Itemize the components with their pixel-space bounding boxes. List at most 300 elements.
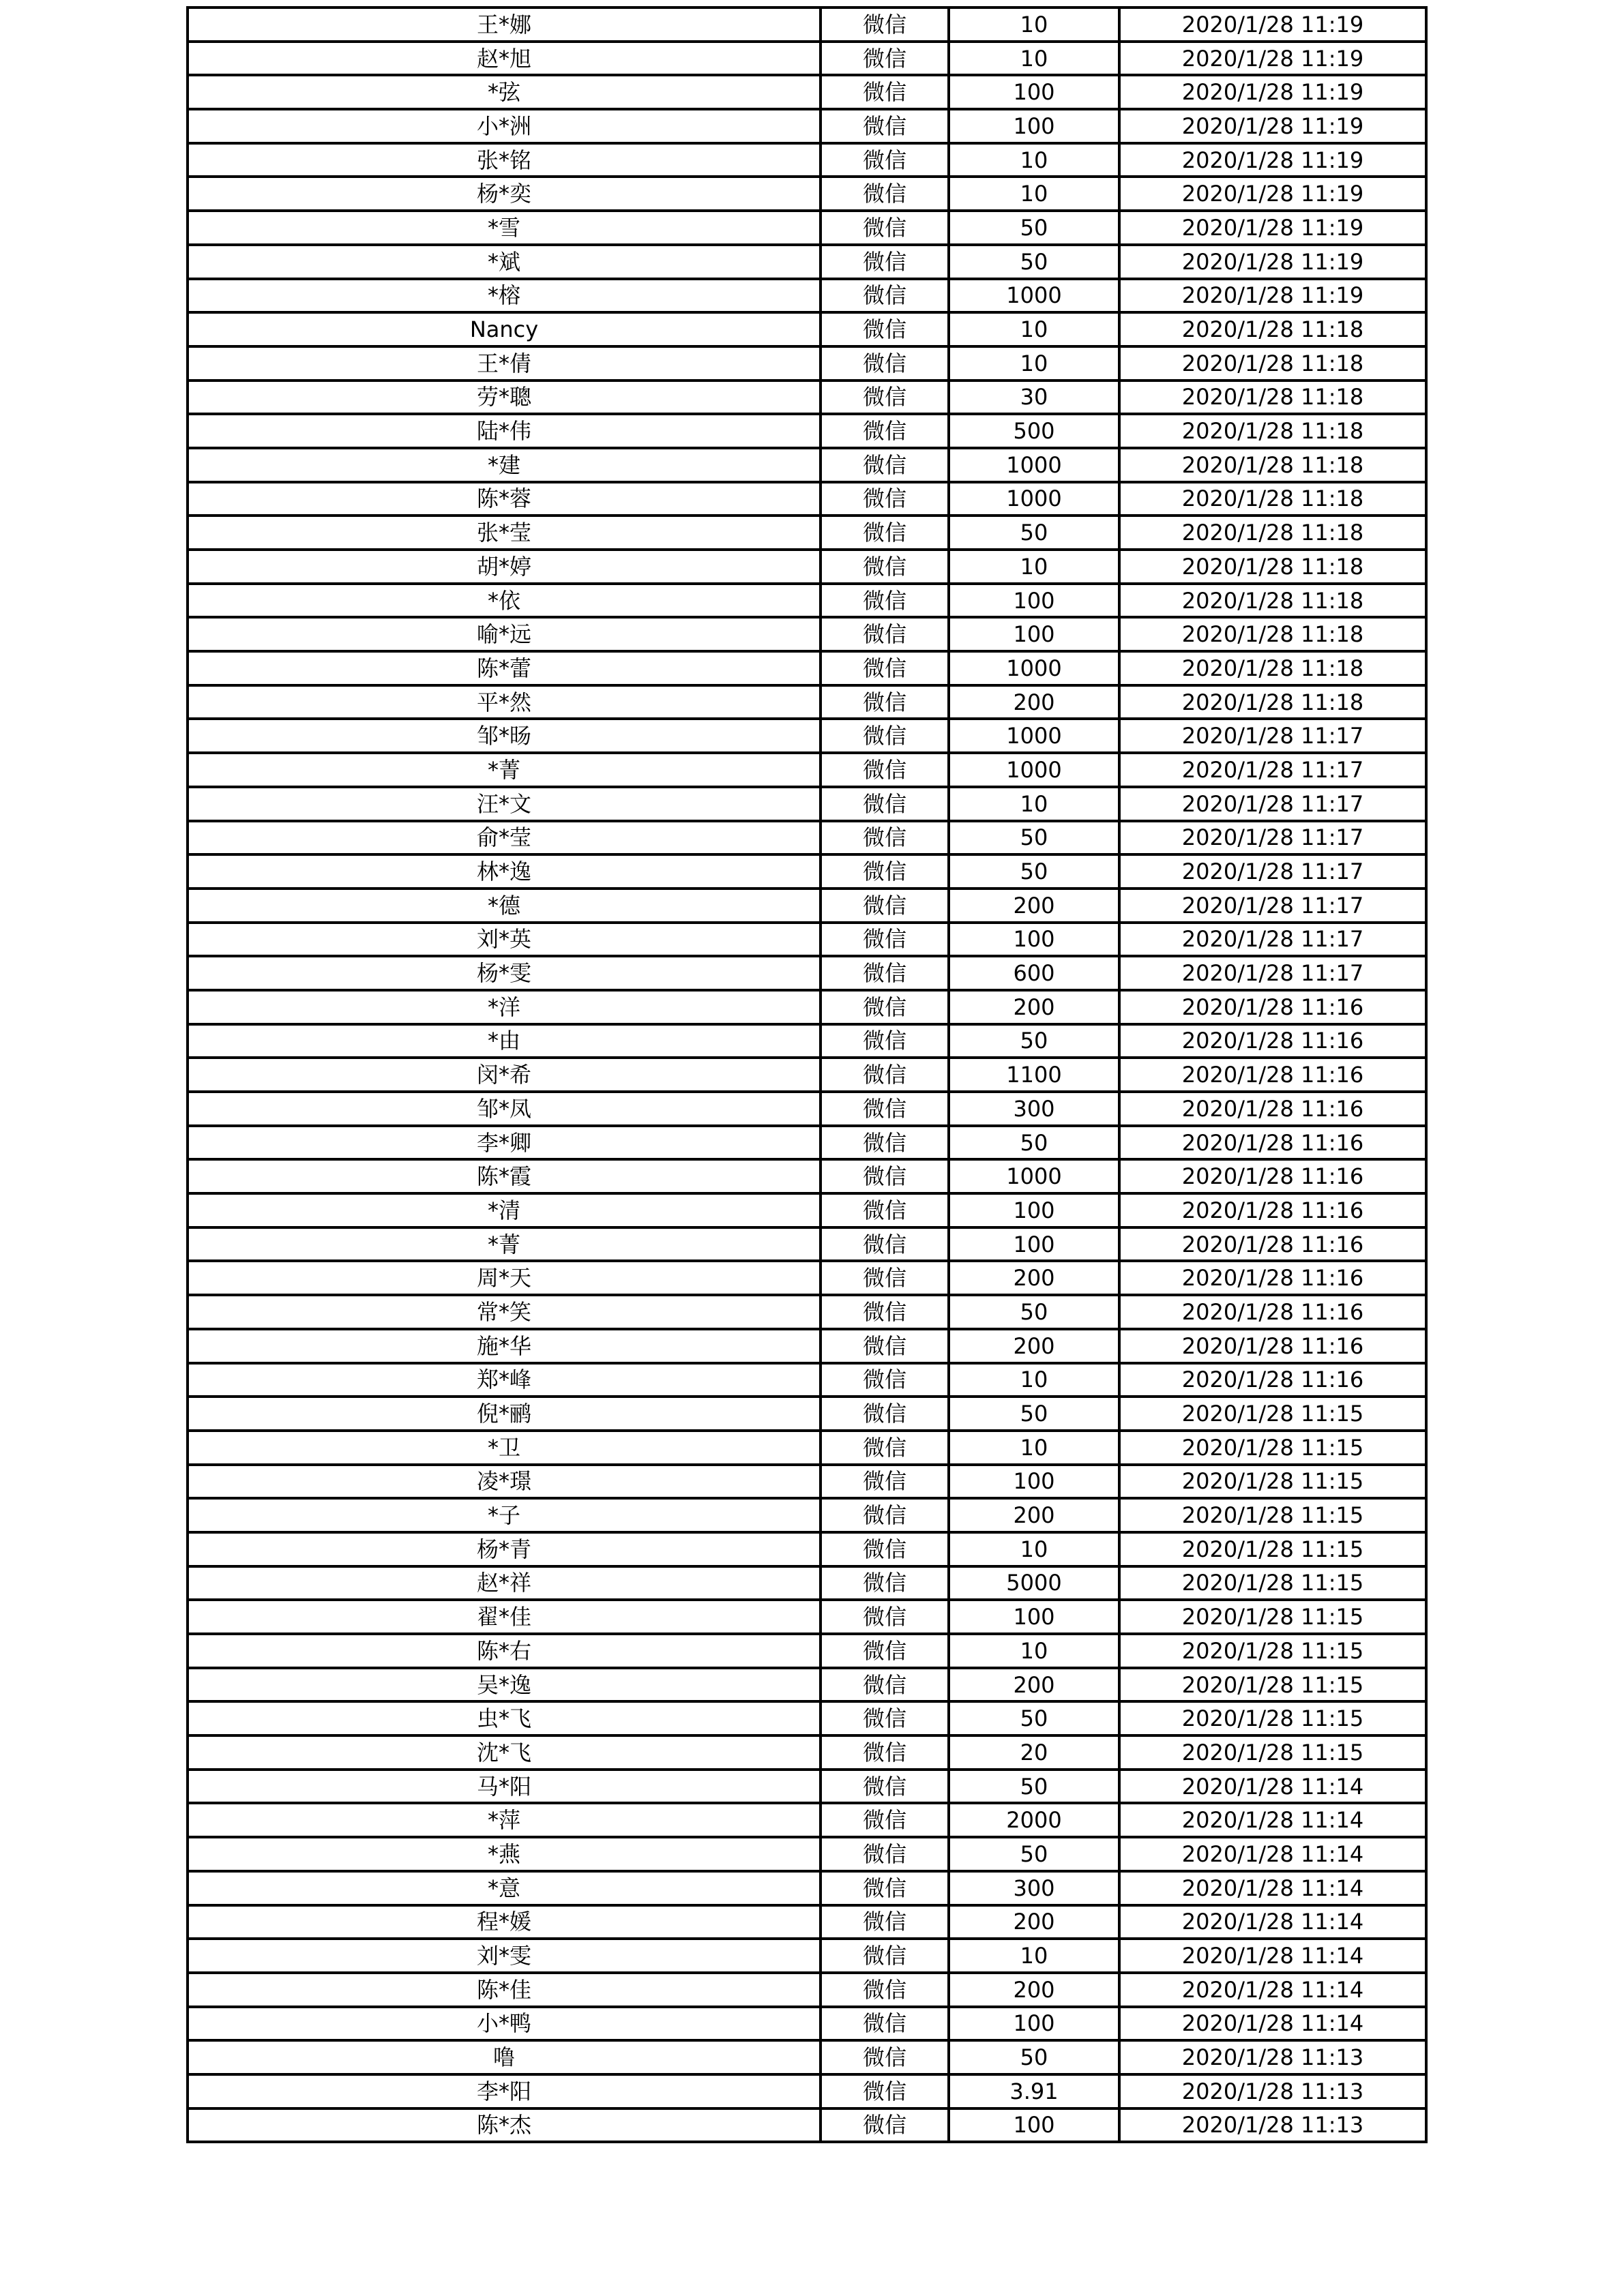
time-cell: 2020/1/28 11:15: [1119, 1431, 1426, 1465]
time-cell: 2020/1/28 11:14: [1119, 1905, 1426, 1939]
donor-name-cell: 郑*峰: [188, 1363, 821, 1397]
payment-method-cell: 微信: [821, 42, 949, 76]
donor-name-cell: 赵*旭: [188, 42, 821, 76]
time-cell: 2020/1/28 11:18: [1119, 482, 1426, 516]
payment-method-cell: 微信: [821, 516, 949, 550]
amount-cell: 100: [949, 1227, 1119, 1262]
table-row: [188, 1668, 1426, 1702]
donor-name-cell: *德: [188, 889, 821, 923]
payment-method-cell: 微信: [821, 414, 949, 448]
table-row: [188, 889, 1426, 923]
table-row: [188, 312, 1426, 346]
time-cell: 2020/1/28 11:19: [1119, 109, 1426, 143]
donor-name-cell: 杨*奕: [188, 177, 821, 211]
table-row: [188, 8, 1426, 42]
donor-name-cell: 张*莹: [188, 516, 821, 550]
amount-cell: 200: [949, 685, 1119, 719]
table-row: [188, 617, 1426, 651]
donor-name-cell: 杨*雯: [188, 956, 821, 990]
donor-name-cell: 小*鸭: [188, 2007, 821, 2041]
table-row: [188, 550, 1426, 584]
payment-method-cell: 微信: [821, 1939, 949, 1973]
donor-name-cell: 邹*凤: [188, 1092, 821, 1126]
payment-method-cell: 微信: [821, 1668, 949, 1702]
donor-name-cell: 陈*霞: [188, 1159, 821, 1193]
donor-name-cell: *弦: [188, 75, 821, 109]
donor-name-cell: 俞*莹: [188, 821, 821, 855]
donor-name-cell: 陆*伟: [188, 414, 821, 448]
donor-name-cell: Nancy: [188, 312, 821, 346]
table-row: [188, 1126, 1426, 1160]
payment-method-cell: 微信: [821, 685, 949, 719]
donor-name-cell: 李*阳: [188, 2074, 821, 2108]
donor-name-cell: 程*媛: [188, 1905, 821, 1939]
payment-method-cell: 微信: [821, 1871, 949, 1905]
amount-cell: 600: [949, 956, 1119, 990]
donor-name-cell: 施*华: [188, 1329, 821, 1363]
table-row: [188, 143, 1426, 177]
time-cell: 2020/1/28 11:15: [1119, 1735, 1426, 1770]
donor-name-cell: *建: [188, 448, 821, 482]
table-row: [188, 516, 1426, 550]
donor-name-cell: *由: [188, 1024, 821, 1058]
amount-cell: 50: [949, 821, 1119, 855]
time-cell: 2020/1/28 11:15: [1119, 1465, 1426, 1499]
table-row: [188, 1295, 1426, 1329]
donor-name-cell: *洋: [188, 990, 821, 1024]
time-cell: 2020/1/28 11:18: [1119, 381, 1426, 415]
payment-method-cell: 微信: [821, 854, 949, 889]
payment-method-cell: 微信: [821, 956, 949, 990]
time-cell: 2020/1/28 11:17: [1119, 923, 1426, 957]
time-cell: 2020/1/28 11:18: [1119, 617, 1426, 651]
time-cell: 2020/1/28 11:19: [1119, 75, 1426, 109]
payment-method-cell: 微信: [821, 448, 949, 482]
payment-method-cell: 微信: [821, 143, 949, 177]
amount-cell: 10: [949, 1363, 1119, 1397]
amount-cell: 100: [949, 109, 1119, 143]
amount-cell: 20: [949, 1735, 1119, 1770]
table-row: [188, 1363, 1426, 1397]
amount-cell: 300: [949, 1871, 1119, 1905]
payment-method-cell: 微信: [821, 923, 949, 957]
table-row: [188, 42, 1426, 76]
time-cell: 2020/1/28 11:15: [1119, 1532, 1426, 1566]
amount-cell: 50: [949, 1397, 1119, 1431]
time-cell: 2020/1/28 11:15: [1119, 1668, 1426, 1702]
time-cell: 2020/1/28 11:19: [1119, 177, 1426, 211]
time-cell: 2020/1/28 11:14: [1119, 1770, 1426, 1804]
payment-method-cell: 微信: [821, 1363, 949, 1397]
time-cell: 2020/1/28 11:18: [1119, 414, 1426, 448]
table-row: [188, 1600, 1426, 1634]
amount-cell: 200: [949, 1905, 1119, 1939]
payment-method-cell: 微信: [821, 1905, 949, 1939]
amount-cell: 3.91: [949, 2074, 1119, 2108]
time-cell: 2020/1/28 11:16: [1119, 1024, 1426, 1058]
time-cell: 2020/1/28 11:17: [1119, 821, 1426, 855]
donor-name-cell: 虫*飞: [188, 1701, 821, 1735]
donor-name-cell: 汪*文: [188, 787, 821, 821]
donor-name-cell: *雪: [188, 211, 821, 245]
payment-method-cell: 微信: [821, 1329, 949, 1363]
table-row: [188, 1397, 1426, 1431]
table-row: [188, 381, 1426, 415]
amount-cell: 10: [949, 312, 1119, 346]
payment-method-cell: 微信: [821, 1770, 949, 1804]
table-row: [188, 753, 1426, 787]
donor-name-cell: *萍: [188, 1803, 821, 1837]
table-row: [188, 109, 1426, 143]
time-cell: 2020/1/28 11:17: [1119, 753, 1426, 787]
donor-name-cell: 林*逸: [188, 854, 821, 889]
payment-method-cell: 微信: [821, 1092, 949, 1126]
table-row: [188, 1532, 1426, 1566]
payment-method-cell: 微信: [821, 617, 949, 651]
payment-method-cell: 微信: [821, 1227, 949, 1262]
amount-cell: 100: [949, 2007, 1119, 2041]
amount-cell: 1000: [949, 753, 1119, 787]
table-row: [188, 482, 1426, 516]
amount-cell: 50: [949, 211, 1119, 245]
table-row: [188, 1193, 1426, 1227]
amount-cell: 1000: [949, 482, 1119, 516]
amount-cell: 50: [949, 1126, 1119, 1160]
payment-method-cell: 微信: [821, 1803, 949, 1837]
time-cell: 2020/1/28 11:18: [1119, 448, 1426, 482]
table-row: [188, 1092, 1426, 1126]
table-row: [188, 923, 1426, 957]
table-row: [188, 2074, 1426, 2108]
table-row: [188, 1329, 1426, 1363]
payment-method-cell: 微信: [821, 2007, 949, 2041]
table-row: [188, 990, 1426, 1024]
time-cell: 2020/1/28 11:16: [1119, 1363, 1426, 1397]
amount-cell: 30: [949, 381, 1119, 415]
amount-cell: 200: [949, 990, 1119, 1024]
donor-name-cell: 闵*希: [188, 1058, 821, 1092]
table-row: [188, 1701, 1426, 1735]
amount-cell: 10: [949, 8, 1119, 42]
table-row: [188, 1973, 1426, 2007]
amount-cell: 1000: [949, 1159, 1119, 1193]
payment-method-cell: 微信: [821, 1465, 949, 1499]
table-row: [188, 245, 1426, 279]
time-cell: 2020/1/28 11:18: [1119, 516, 1426, 550]
payment-method-cell: 微信: [821, 1261, 949, 1295]
payment-method-cell: 微信: [821, 550, 949, 584]
donor-name-cell: *燕: [188, 1837, 821, 1871]
amount-cell: 200: [949, 1498, 1119, 1532]
donor-name-cell: *清: [188, 1193, 821, 1227]
payment-method-cell: 微信: [821, 753, 949, 787]
time-cell: 2020/1/28 11:16: [1119, 1295, 1426, 1329]
payment-method-cell: 微信: [821, 1532, 949, 1566]
donor-name-cell: 刘*英: [188, 923, 821, 957]
payment-method-cell: 微信: [821, 1193, 949, 1227]
amount-cell: 10: [949, 1532, 1119, 1566]
amount-cell: 10: [949, 1939, 1119, 1973]
table-row: [188, 1498, 1426, 1532]
payment-method-cell: 微信: [821, 584, 949, 618]
time-cell: 2020/1/28 11:18: [1119, 651, 1426, 685]
donor-name-cell: *卫: [188, 1431, 821, 1465]
donor-name-cell: *菁: [188, 753, 821, 787]
time-cell: 2020/1/28 11:18: [1119, 312, 1426, 346]
table-row: [188, 1803, 1426, 1837]
table-row: [188, 2040, 1426, 2074]
amount-cell: 50: [949, 2040, 1119, 2074]
payment-method-cell: 微信: [821, 1634, 949, 1668]
donor-name-cell: 李*卿: [188, 1126, 821, 1160]
donor-name-cell: *依: [188, 584, 821, 618]
time-cell: 2020/1/28 11:18: [1119, 346, 1426, 381]
time-cell: 2020/1/28 11:16: [1119, 1261, 1426, 1295]
table-row: [188, 279, 1426, 313]
time-cell: 2020/1/28 11:16: [1119, 1126, 1426, 1160]
table-row: [188, 651, 1426, 685]
donor-name-cell: 周*天: [188, 1261, 821, 1295]
donor-name-cell: *菁: [188, 1227, 821, 1262]
donor-name-cell: 赵*祥: [188, 1566, 821, 1600]
amount-cell: 10: [949, 346, 1119, 381]
donor-name-cell: 平*然: [188, 685, 821, 719]
payment-method-cell: 微信: [821, 651, 949, 685]
payment-method-cell: 微信: [821, 8, 949, 42]
donor-name-cell: 劳*聰: [188, 381, 821, 415]
time-cell: 2020/1/28 11:19: [1119, 8, 1426, 42]
amount-cell: 50: [949, 1837, 1119, 1871]
payment-method-cell: 微信: [821, 1159, 949, 1193]
amount-cell: 200: [949, 1261, 1119, 1295]
donor-name-cell: 马*阳: [188, 1770, 821, 1804]
payment-method-cell: 微信: [821, 1701, 949, 1735]
payment-method-cell: 微信: [821, 990, 949, 1024]
time-cell: 2020/1/28 11:14: [1119, 1973, 1426, 2007]
payment-method-cell: 微信: [821, 1058, 949, 1092]
table-row: [188, 1261, 1426, 1295]
donor-name-cell: *意: [188, 1871, 821, 1905]
payment-method-cell: 微信: [821, 1498, 949, 1532]
time-cell: 2020/1/28 11:16: [1119, 1159, 1426, 1193]
amount-cell: 100: [949, 584, 1119, 618]
time-cell: 2020/1/28 11:14: [1119, 1803, 1426, 1837]
amount-cell: 10: [949, 787, 1119, 821]
amount-cell: 100: [949, 1193, 1119, 1227]
payment-method-cell: 微信: [821, 381, 949, 415]
amount-cell: 50: [949, 245, 1119, 279]
table-row: [188, 1735, 1426, 1770]
table-row: [188, 1871, 1426, 1905]
amount-cell: 100: [949, 1465, 1119, 1499]
donor-name-cell: 凌*璟: [188, 1465, 821, 1499]
time-cell: 2020/1/28 11:17: [1119, 854, 1426, 889]
payment-method-cell: 微信: [821, 2108, 949, 2143]
table-row: [188, 1024, 1426, 1058]
table-row: [188, 1634, 1426, 1668]
table-row: [188, 1227, 1426, 1262]
time-cell: 2020/1/28 11:17: [1119, 719, 1426, 753]
time-cell: 2020/1/28 11:15: [1119, 1566, 1426, 1600]
table-row: [188, 2007, 1426, 2041]
payment-method-cell: 微信: [821, 211, 949, 245]
table-row: [188, 1837, 1426, 1871]
donor-name-cell: 陈*蕾: [188, 651, 821, 685]
time-cell: 2020/1/28 11:17: [1119, 889, 1426, 923]
time-cell: 2020/1/28 11:15: [1119, 1498, 1426, 1532]
donor-name-cell: *子: [188, 1498, 821, 1532]
amount-cell: 50: [949, 1701, 1119, 1735]
payment-method-cell: 微信: [821, 1126, 949, 1160]
donor-name-cell: 噜: [188, 2040, 821, 2074]
donor-name-cell: 喻*远: [188, 617, 821, 651]
payment-method-cell: 微信: [821, 1397, 949, 1431]
table-row: [188, 2108, 1426, 2143]
table-row: [188, 1770, 1426, 1804]
amount-cell: 2000: [949, 1803, 1119, 1837]
time-cell: 2020/1/28 11:19: [1119, 143, 1426, 177]
donation-table: [186, 6, 1428, 2143]
payment-method-cell: 微信: [821, 2040, 949, 2074]
time-cell: 2020/1/28 11:16: [1119, 1092, 1426, 1126]
time-cell: 2020/1/28 11:18: [1119, 550, 1426, 584]
time-cell: 2020/1/28 11:13: [1119, 2040, 1426, 2074]
amount-cell: 100: [949, 1600, 1119, 1634]
donor-name-cell: 倪*鹂: [188, 1397, 821, 1431]
time-cell: 2020/1/28 11:17: [1119, 787, 1426, 821]
table-row: [188, 1431, 1426, 1465]
amount-cell: 100: [949, 2108, 1119, 2143]
table-row: [188, 854, 1426, 889]
table-row: [188, 1905, 1426, 1939]
time-cell: 2020/1/28 11:15: [1119, 1701, 1426, 1735]
payment-method-cell: 微信: [821, 1431, 949, 1465]
time-cell: 2020/1/28 11:15: [1119, 1634, 1426, 1668]
time-cell: 2020/1/28 11:18: [1119, 584, 1426, 618]
donor-name-cell: 王*娜: [188, 8, 821, 42]
time-cell: 2020/1/28 11:15: [1119, 1600, 1426, 1634]
time-cell: 2020/1/28 11:14: [1119, 1837, 1426, 1871]
table-row: [188, 685, 1426, 719]
donor-name-cell: 陈*蓉: [188, 482, 821, 516]
amount-cell: 1100: [949, 1058, 1119, 1092]
amount-cell: 10: [949, 1431, 1119, 1465]
donor-name-cell: *斌: [188, 245, 821, 279]
payment-method-cell: 微信: [821, 1973, 949, 2007]
amount-cell: 200: [949, 1973, 1119, 2007]
donor-name-cell: 陈*佳: [188, 1973, 821, 2007]
amount-cell: 50: [949, 854, 1119, 889]
payment-method-cell: 微信: [821, 75, 949, 109]
donor-name-cell: 胡*婷: [188, 550, 821, 584]
amount-cell: 200: [949, 889, 1119, 923]
amount-cell: 50: [949, 516, 1119, 550]
table-row: [188, 1465, 1426, 1499]
donor-name-cell: 小*洲: [188, 109, 821, 143]
time-cell: 2020/1/28 11:16: [1119, 1227, 1426, 1262]
donor-name-cell: 陈*杰: [188, 2108, 821, 2143]
table-row: [188, 414, 1426, 448]
donor-name-cell: 常*笑: [188, 1295, 821, 1329]
donation-rows: [188, 8, 1426, 2142]
table-row: [188, 787, 1426, 821]
donor-name-cell: 张*铭: [188, 143, 821, 177]
table-row: [188, 956, 1426, 990]
amount-cell: 100: [949, 923, 1119, 957]
table-row: [188, 448, 1426, 482]
payment-method-cell: 微信: [821, 1295, 949, 1329]
amount-cell: 10: [949, 177, 1119, 211]
time-cell: 2020/1/28 11:13: [1119, 2108, 1426, 2143]
amount-cell: 1000: [949, 279, 1119, 313]
time-cell: 2020/1/28 11:19: [1119, 42, 1426, 76]
amount-cell: 500: [949, 414, 1119, 448]
payment-method-cell: 微信: [821, 346, 949, 381]
donor-name-cell: 沈*飞: [188, 1735, 821, 1770]
donor-name-cell: 杨*青: [188, 1532, 821, 1566]
table-row: [188, 719, 1426, 753]
payment-method-cell: 微信: [821, 787, 949, 821]
payment-method-cell: 微信: [821, 719, 949, 753]
amount-cell: 10: [949, 1634, 1119, 1668]
time-cell: 2020/1/28 11:19: [1119, 279, 1426, 313]
payment-method-cell: 微信: [821, 279, 949, 313]
time-cell: 2020/1/28 11:16: [1119, 1329, 1426, 1363]
payment-method-cell: 微信: [821, 109, 949, 143]
time-cell: 2020/1/28 11:17: [1119, 956, 1426, 990]
time-cell: 2020/1/28 11:19: [1119, 245, 1426, 279]
amount-cell: 10: [949, 42, 1119, 76]
time-cell: 2020/1/28 11:14: [1119, 1871, 1426, 1905]
payment-method-cell: 微信: [821, 2074, 949, 2108]
amount-cell: 1000: [949, 448, 1119, 482]
table-row: [188, 821, 1426, 855]
amount-cell: 100: [949, 617, 1119, 651]
time-cell: 2020/1/28 11:16: [1119, 990, 1426, 1024]
amount-cell: 300: [949, 1092, 1119, 1126]
payment-method-cell: 微信: [821, 1566, 949, 1600]
amount-cell: 50: [949, 1024, 1119, 1058]
payment-method-cell: 微信: [821, 177, 949, 211]
amount-cell: 1000: [949, 719, 1119, 753]
time-cell: 2020/1/28 11:19: [1119, 211, 1426, 245]
amount-cell: 50: [949, 1295, 1119, 1329]
donor-name-cell: 翟*佳: [188, 1600, 821, 1634]
table-row: [188, 1939, 1426, 1973]
donor-name-cell: *榕: [188, 279, 821, 313]
donor-name-cell: 邹*旸: [188, 719, 821, 753]
donor-name-cell: 刘*雯: [188, 1939, 821, 1973]
time-cell: 2020/1/28 11:14: [1119, 2007, 1426, 2041]
amount-cell: 5000: [949, 1566, 1119, 1600]
payment-method-cell: 微信: [821, 1837, 949, 1871]
table-row: [188, 1566, 1426, 1600]
table-row: [188, 1159, 1426, 1193]
table-row: [188, 75, 1426, 109]
table-row: [188, 346, 1426, 381]
payment-method-cell: 微信: [821, 1024, 949, 1058]
time-cell: 2020/1/28 11:16: [1119, 1058, 1426, 1092]
time-cell: 2020/1/28 11:16: [1119, 1193, 1426, 1227]
donor-name-cell: 陈*右: [188, 1634, 821, 1668]
payment-method-cell: 微信: [821, 821, 949, 855]
time-cell: 2020/1/28 11:13: [1119, 2074, 1426, 2108]
payment-method-cell: 微信: [821, 312, 949, 346]
table-row: [188, 177, 1426, 211]
donor-name-cell: 王*倩: [188, 346, 821, 381]
amount-cell: 200: [949, 1668, 1119, 1702]
table-row: [188, 584, 1426, 618]
